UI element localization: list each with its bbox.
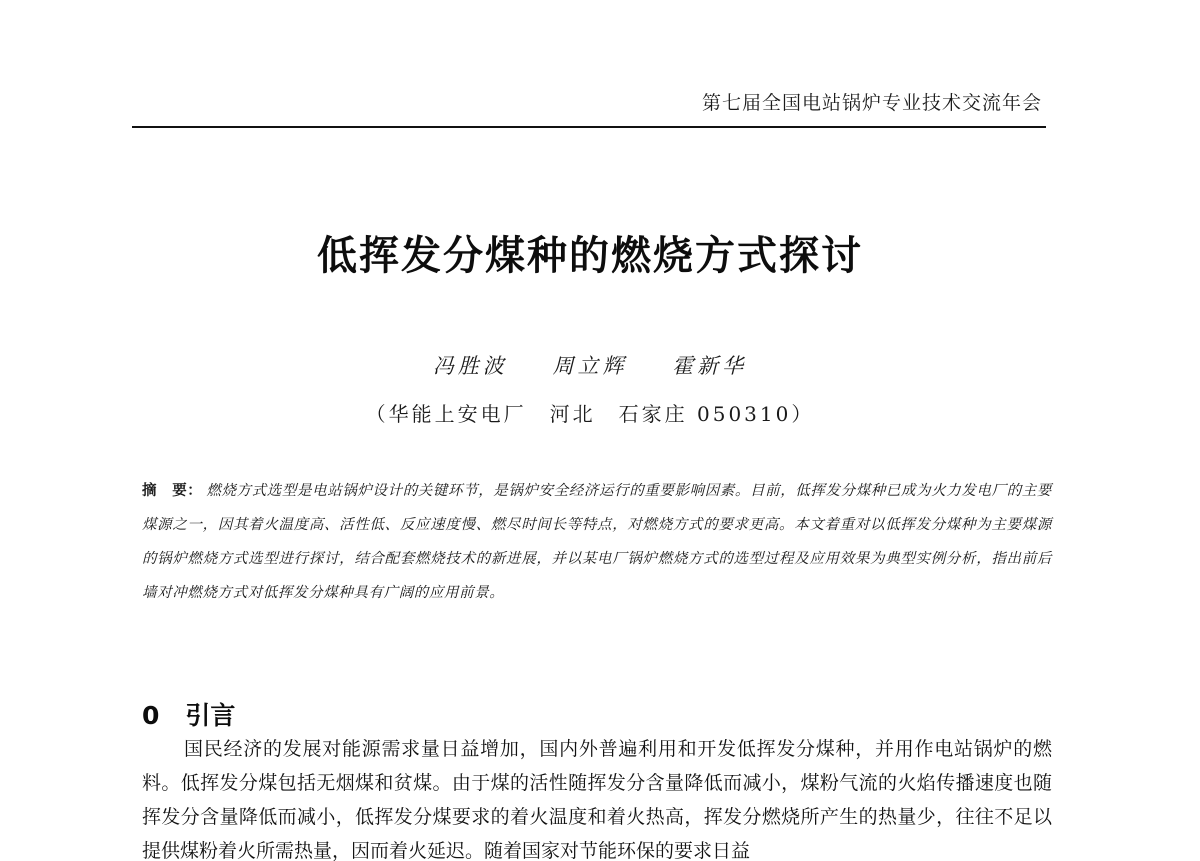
author-name: 冯胜波 [432, 354, 508, 378]
running-header: 第七届全国电站锅炉专业技术交流年会 [701, 92, 1042, 114]
abstract-label: 摘 要： [142, 482, 203, 499]
author-affiliation: （华能上安电厂 河北 石家庄 050310） [365, 402, 815, 426]
abstract [142, 474, 1052, 610]
body-paragraph: 国民经济的发展对能源需求量日益增加，国内外普遍利用和开发低挥发分煤种，并用作电站锅炉的燃料。低挥发分煤包括无烟煤和贫煤。由于煤的活性随挥发分含量降低而减小，煤粉气流的火焰传播速度也随挥发分含量降低而减小，低挥发分煤要求的着火温度和着火热高，挥发分燃烧所产生的热量少，往往不足以提供煤粉着火所需热量，因而着火延迟。随着国家对节能环保的要求日益 [142, 738, 1052, 861]
author-list [0, 350, 1180, 380]
author-name: 霍新华 [672, 354, 748, 378]
abstract-text: 燃烧方式选型是电站锅炉设计的关键环节，是锅炉安全经济运行的重要影响因素。目前，低挥发分煤种已成为火力发电厂的主要煤源之一，因其着火温度高、活性低、反应速度慢、燃尽时间长等特点，对燃烧方式的要求更高。本文着重对以低挥发分煤种为主要煤源的锅炉燃烧方式选型进行探讨，结合配套燃烧技术的新进展，并以某电厂锅炉燃烧方式的选型过程及应用效果为典型实例分析，指出前后墙对冲燃烧方式对低挥发分煤种具有广阔的应用前景。 [142, 483, 1053, 601]
section-number: 0 [142, 701, 160, 730]
header-rule [132, 126, 1046, 128]
body-text [142, 732, 1052, 861]
section-title: 引言 [185, 701, 236, 730]
author-name: 周立辉 [552, 354, 628, 378]
section-heading [142, 696, 235, 732]
paper-title: 低挥发分煤种的燃烧方式探讨 [317, 233, 863, 279]
